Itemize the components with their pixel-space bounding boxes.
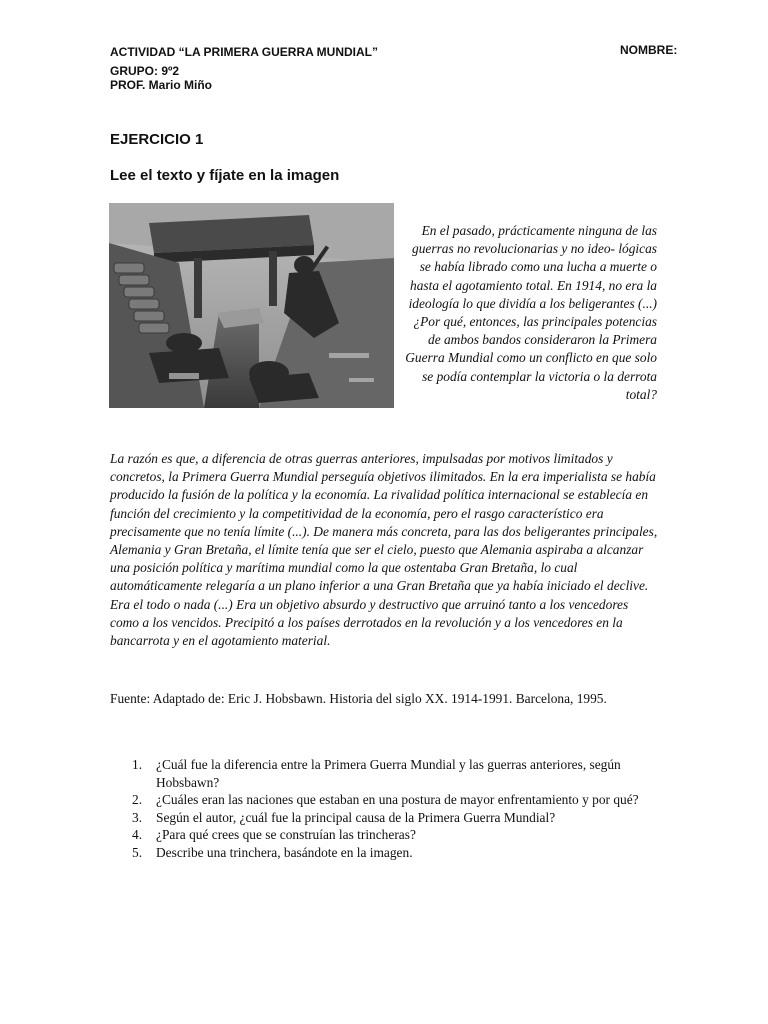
name-label: NOMBRE: [620,43,678,57]
question-item [110,809,660,827]
source-citation: Fuente: Adaptado de: Eric J. Hobsbawn. Historia del siglo XX. 1914-1991. Barcelona, 1995. [110,691,607,706]
question-number: 5. [132,844,143,860]
question-list [110,756,660,861]
question-text: Describe una trinchera, basándote en la imagen. [156,844,413,860]
question-text: Según el autor, ¿cuál fue la principal causa de la Primera Guerra Mundial? [156,809,556,825]
activity-title: ACTIVIDAD “LA PRIMERA GUERRA MUNDIAL” [110,45,378,59]
question-number: 4. [132,827,143,842]
question-item [110,756,660,791]
question-item [110,791,660,809]
question-number: 1. [132,757,143,772]
group-label: GRUPO: 9º2 [110,64,180,78]
body-paragraph: La razón es que, a diferencia de otras guerras anteriores, impulsadas por motivos limitados y concretos, la Primera Guerra Mundial perseguía objetivos ilimitados. En la era imperialista se había producido la fusión de la política y la economía. La rivalidad política internacional se establecía en función del crecimiento y la competitividad de la economía, pero el rasgo característico era precisamente que no tenía límite (...). De manera más concreta, para las dos beligerantes principales, Alemania y Gran Bretaña, el límite tenía que ser el cielo, puesto que Alemania aspiraba a alcanzar una posición política y marítima mundial como la que ostentaba Gran Bretaña, lo cual automáticamente relegaría a un plano inferior a una Gran Bretaña que ya había iniciado el declive. Era el todo o nada (...) Era un objetivo absurdo y destructivo que arruinó tanto a los vencedores como a los vencidos. Precipitó a los países derrotados en la revolución y a los vencedores en la bancarrota y en el agotamiento material. [110,451,658,649]
question-number: 2. [132,792,143,807]
question-item [110,844,660,862]
question-number: 3. [132,809,143,825]
side-quote-paragraph: En el pasado, prácticamente ninguna de las guerras no revolucionarias y no ideo- lógicas se había librado como una lucha a muerte o hasta el agotamiento total. En 1914, no era la ideología lo que dividía a los beligerantes (...) ¿Por qué, entonces, las principales potencias de ambos bandos consideraron la Primera Guerra Mundial como un conflicto en que solo se podía contemplar la victoria o la derrota total? [405,223,657,402]
trench-photo [109,203,394,408]
question-text: ¿Cuál fue la diferencia entre la Primera Guerra Mundial y las guerras anteriores, según Hobsbawn? [156,757,621,790]
question-text: ¿Para qué crees que se construían las trincheras? [156,827,416,842]
exercise-instruction: Lee el texto y fíjate en la imagen [110,167,340,184]
teacher-label: PROF. Mario Miño [110,78,212,92]
trench-photo-illustration [109,203,394,408]
question-item [110,826,660,844]
question-text: ¿Cuáles eran las naciones que estaban en una postura de mayor enfrentamiento y por qué? [156,792,639,807]
exercise-title: EJERCICIO 1 [110,131,204,148]
